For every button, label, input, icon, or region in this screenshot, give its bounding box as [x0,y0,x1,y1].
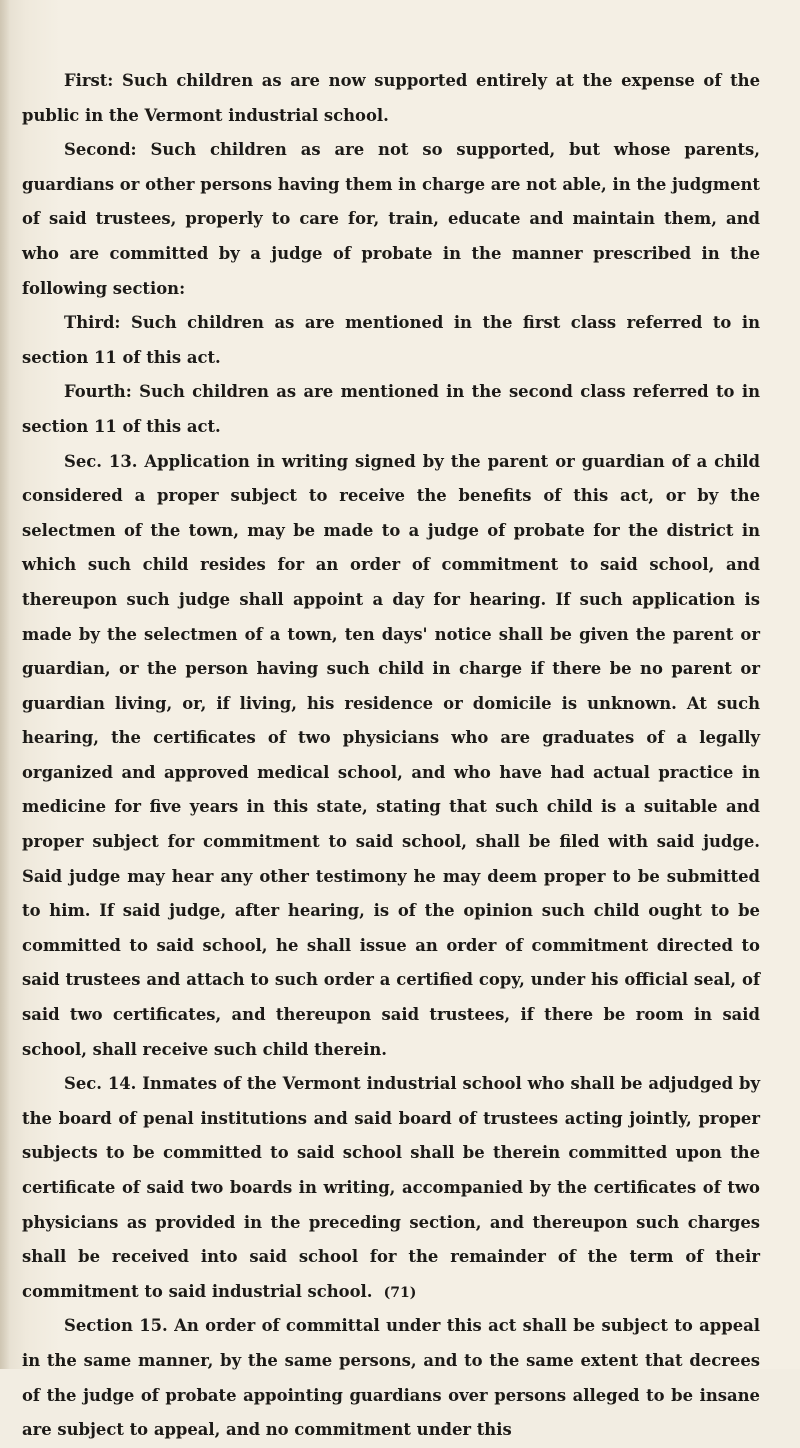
paragraph-section-14: Sec. 14. Inmates of the Vermont industrial school who shall be adjudged by the board of penal institutions and said board of trustees acting jointly, proper subjects to be committed to said school shall be therein committed upon the certificate of said two boards in writing, accompanied by the certificates of two physicians as provided in the preceding section, and thereupon such charges shall be received into said school for the remainder of the term of their commitment to said industrial school. [22,1074,760,1301]
paragraph-fourth-class: Fourth: Such children as are mentioned in the second class referred to in section 11 of this act. [22,382,760,436]
paragraph-section-13: Sec. 13. Application in writing signed by the parent or guardian of a child considered a proper subject to receive the benefits of this act, or by the selectmen of the town, may be made to a judge of probate for the district in which such child resides for an order of commitment to said school, and thereupon such judge shall appoint a day for hearing. If such application is made by the selectmen of a town, ten days' notice shall be given the parent or guardian, or the person having such child in charge if there be no parent or guardian living, or, if living, his residence or domicile is unknown. At such hearing, the certificates of two physicians who are graduates of a legally organized and approved medical school, and who have had actual practice in medicine for five years in this state, stating that such child is a suitable and proper subject for commitment to said school, shall be filed with said judge. Said judge may hear any other testimony he may deem proper to be submitted to him. If said judge, after hearing, is of the opinion such child ought to be committed to said school, he shall issue an order of commitment directed to said trustees and attach to such order a certified copy, under his official seal, of said two certificates, and thereupon said trustees, if there be room in said school, shall receive such child therein. [22,451,760,1059]
page-number: (71) [383,1285,417,1301]
paragraph-section-15: Section 15. An order of committal under this act shall be subject to appeal in the same manner, by the same persons, and to the same extent that decrees of the judge of probate appointing guardians over persons alleged to be insane are subject to appeal, and no commitment under this [22,1316,760,1440]
body-text [22,64,760,1448]
paragraph-third-class: Third: Such children as are mentioned in the first class referred to in section 11 of this act. [22,313,760,367]
paragraph-first-class: First: Such children as are now supported entirely at the expense of the public in the Vermont industrial school. [22,71,760,125]
paragraph-second-class: Second: Such children as are not so supported, but whose parents, guardians or other persons having them in charge are not able, in the judgment of said trustees, properly to care for, train, educate and maintain them, and who are committed by a judge of probate in the manner prescribed in the following section: [22,140,760,298]
binding-gutter-shadow [0,0,10,1369]
